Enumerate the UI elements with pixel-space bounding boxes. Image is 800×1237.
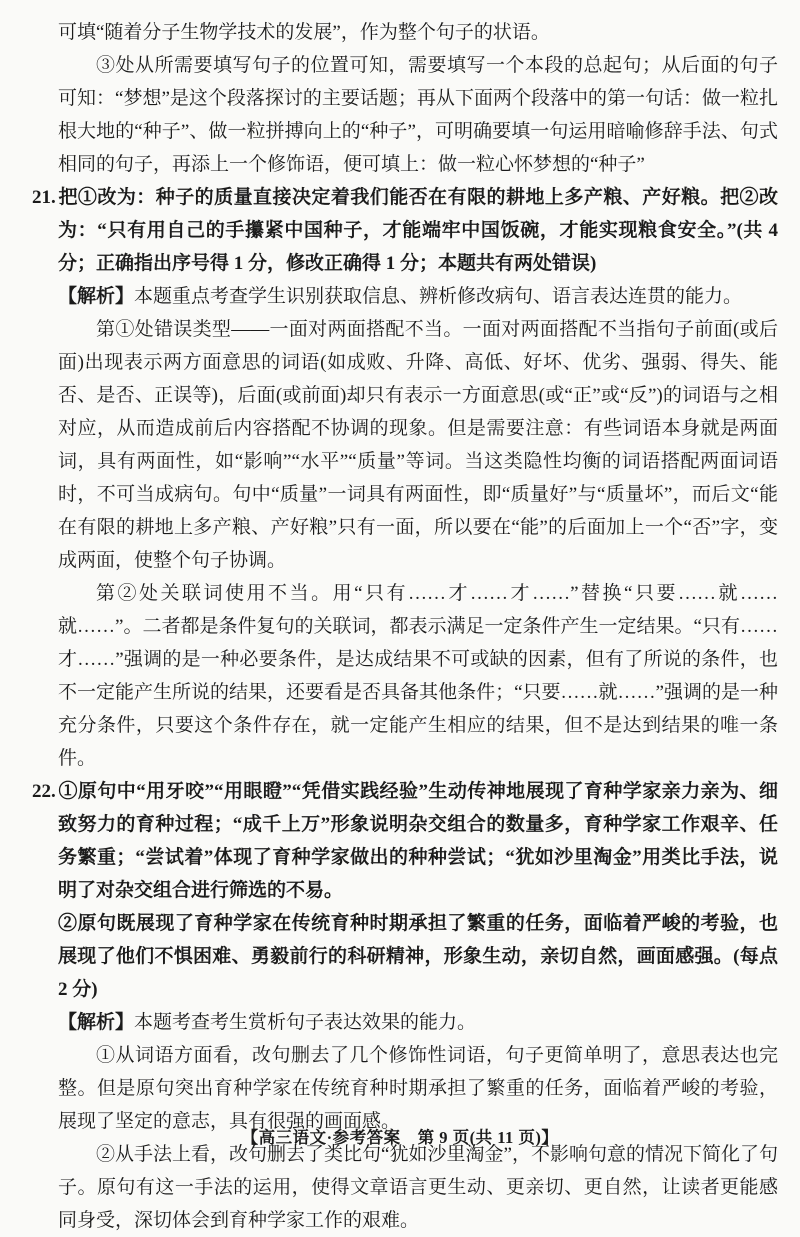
paragraph bbox=[58, 577, 778, 775]
paragraph-text: 本题考查考生赏析句子表达效果的能力。 bbox=[134, 1012, 477, 1033]
item-number: 21. bbox=[32, 187, 56, 208]
paragraph-text: ②从手法上看，改句删去了类比句“犹如沙里淘金”，不影响句意的情况下简化了句子。原句有这一手法的运用，使得文章语言更生动、更亲切、更自然，让读者更能感同身受，深切体会到育种学家工作的艰难。 bbox=[58, 1144, 778, 1231]
paragraph-text: ①原句中“用牙咬”“用眼瞪”“凭借实践经验”生动传神地展现了育种学家亲力亲为、细致努力的育种过程；“成千上万”形象说明杂交组合的数量多，育种学家工作艰辛、任务繁重；“尝试着”体现了育种学家做出的种种尝试；“犹如沙里淘金”用类比手法，说明了对杂交组合进行筛选的不易。 bbox=[58, 781, 778, 901]
paragraph-text: 本题重点考查学生识别获取信息、辨析修改病句、语言表达连贯的能力。 bbox=[134, 286, 743, 307]
page-footer bbox=[0, 1124, 800, 1148]
paragraph-text: ③处从所需要填写句子的位置可知，需要填写一个本段的总起句；从后面的句子可知：“梦想”是这个段落探讨的主要话题；再从下面两个段落中的第一句话：做一粒扎根大地的“种子”、做一粒拼搏向上的“种子”，可明确要填一句运用暗喻修辞手法、句式相同的句子，再添上一个修饰语，便可填上：做一粒心怀梦想的“种子” bbox=[58, 55, 778, 175]
paragraph-text: 第②处关联词使用不当。用“只有……才……才……”替换“只要……就……就……”。二者都是条件复句的关联词，都表示满足一定条件产生一定结果。“只有……才……”强调的是一种必要条件，是达成结果不可或缺的因素，但有了所说的条件，也不一定能产生所说的结果，还要看是否具备其他条件；“只要……就……”强调的是一种充分条件，只要这个条件存在，就一定能产生相应的结果，但不是达到结果的唯一条件。 bbox=[58, 583, 778, 769]
paragraph-text: 把①改为：种子的质量直接决定着我们能否在有限的耕地上多产粮、产好粮。把②改为：“只有用自己的手攥紧中国种子，才能端牢中国饭碗，才能实现粮食安全。”(共 4 分；正确指出序号得 1 分，修改正确得 1 分；本题共有两处错误) bbox=[58, 187, 778, 274]
paragraph-text: 第①处错误类型——一面对两面搭配不当。一面对两面搭配不当指句子前面(或后面)出现表示两方面意思的词语(如成败、升降、高低、好坏、优劣、强弱、得失、能否、是否、正误等)，后面(或前面)却只有表示一方面意思(或“正”或“反”)的词语与之相对应，从而造成前后内容搭配不协调的现象。但是需要注意：有些词语本身就是两面词，具有两面性，如“影响”“水平”“质量”等词。当这类隐性均衡的词语搭配两面词语时，不可当成病句。句中“质量”一词具有两面性，即“质量好”与“质量坏”，而后文“能在有限的耕地上多产粮、产好粮”只有一面，所以要在“能”的后面加上一个“否”字，变成两面，使整个句子协调。 bbox=[58, 319, 778, 571]
paragraph-text: ①从词语方面看，改句删去了几个修饰性词语，句子更简单明了，意思表达也完整。但是原句突出育种学家在传统育种时期承担了繁重的任务，面临着严峻的考验，展现了坚定的意志，具有很强的画面感。 bbox=[58, 1045, 778, 1132]
paragraph bbox=[58, 907, 778, 1006]
paragraph bbox=[58, 1138, 778, 1237]
question-item bbox=[32, 181, 778, 280]
page-footer-text: 【高三语文·参考答案 第 9 页(共 11 页)】 bbox=[241, 1128, 559, 1147]
analysis-label: 【解析】 bbox=[58, 286, 135, 307]
paragraph-text: 可填“随着分子生物学技术的发展”，作为整个句子的状语。 bbox=[58, 22, 550, 43]
analysis-label: 【解析】 bbox=[58, 1012, 135, 1033]
analysis-paragraph bbox=[58, 1006, 778, 1039]
paragraph-text: ②原句既展现了育种学家在传统育种时期承担了繁重的任务，面临着严峻的考验，也展现了他们不惧困难、勇毅前行的科研精神，形象生动，亲切自然，画面感强。(每点 2 分) bbox=[58, 913, 778, 1000]
paragraph bbox=[58, 313, 778, 577]
item-number: 22. bbox=[32, 781, 56, 802]
paragraph bbox=[58, 49, 778, 181]
question-item bbox=[32, 775, 778, 907]
paragraph bbox=[58, 16, 778, 49]
analysis-paragraph bbox=[58, 280, 778, 313]
